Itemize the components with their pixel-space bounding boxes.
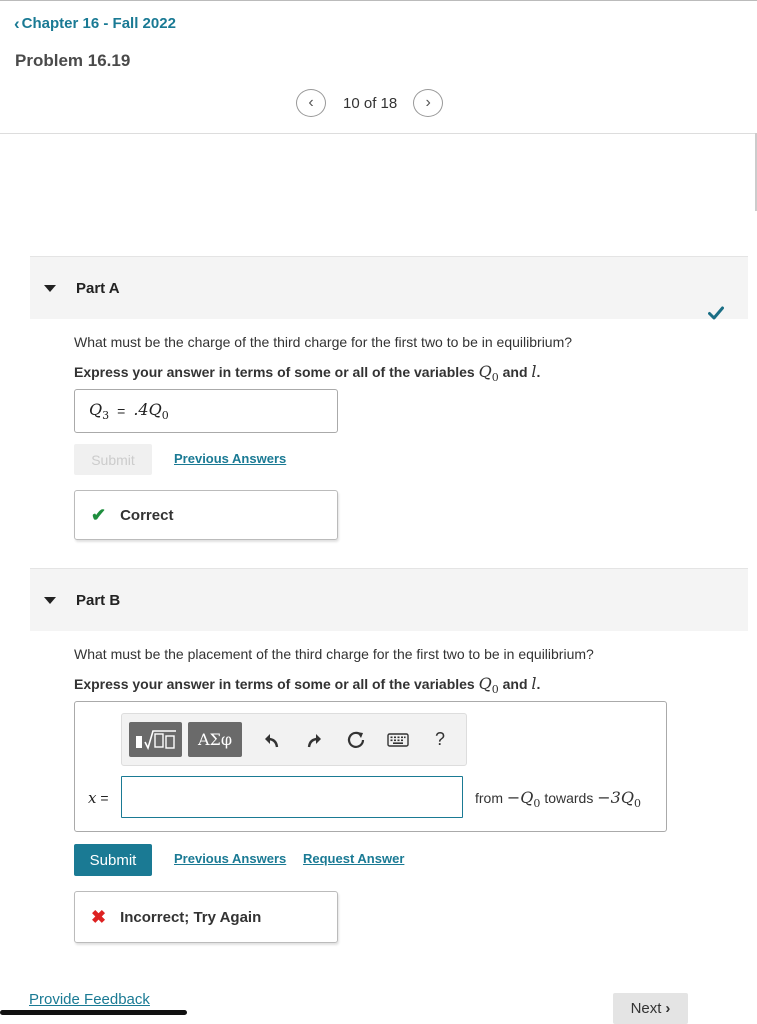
part-a-question: What must be the charge of the third charge for the first two to be in equilibrium? [74, 334, 573, 350]
problem-title: Problem 16.19 [15, 51, 131, 70]
back-link-label: Chapter 16 - Fall 2022 [21, 15, 176, 32]
collapse-triangle-icon [44, 597, 56, 604]
variable-l: l [531, 674, 537, 693]
chevron-left-icon: ‹ [14, 14, 20, 33]
feedback-text: Incorrect; Try Again [120, 908, 262, 926]
instruction-and: and [502, 364, 528, 380]
help-button[interactable]: ? [434, 729, 445, 749]
part-b-feedback [74, 891, 338, 943]
greek-symbols-button[interactable]: ΑΣφ [188, 722, 242, 757]
previous-item-button[interactable] [296, 89, 326, 117]
next-label: Next [630, 1000, 662, 1017]
part-a-previous-answers-link[interactable]: Previous Answers [174, 451, 287, 466]
part-a-header[interactable] [30, 256, 748, 319]
part-b-label: Part B [76, 591, 121, 609]
variable-q0: $Q_0$ [478, 674, 499, 697]
instruction-period: . [536, 676, 541, 692]
checkmark-icon: ✔ [91, 504, 107, 525]
part-b-answer-input[interactable] [121, 776, 463, 818]
instruction-text: Express your answer in terms of some or all of the variables [74, 364, 475, 380]
fraction-sqrt-templates-icon[interactable] [129, 722, 182, 757]
top-border [0, 0, 757, 1]
variable-q0: $Q_0$ [478, 362, 499, 385]
pager [296, 89, 443, 117]
home-indicator [0, 1010, 187, 1015]
chevron-right-icon: › [665, 1000, 671, 1017]
checkmark-icon [708, 306, 724, 320]
keyboard-icon[interactable] [380, 722, 416, 758]
answer-value: $.4Q_0$ [133, 399, 169, 423]
math-toolbar [121, 713, 467, 766]
input-label: x = [88, 789, 109, 807]
next-item-button[interactable] [413, 89, 443, 117]
provide-feedback-link[interactable]: Provide Feedback [29, 991, 150, 1008]
answer-equals: = [117, 403, 126, 419]
part-b-header[interactable] [30, 568, 748, 631]
part-b-math-editor [74, 701, 667, 832]
instruction-text: Express your answer in terms of some or all of the variables [74, 676, 475, 692]
part-a-answer-field[interactable] [74, 389, 338, 433]
next-button[interactable] [613, 993, 688, 1024]
instruction-and: and [502, 676, 528, 692]
part-a-instruction [74, 362, 540, 384]
variable-l: l [531, 362, 537, 381]
request-answer-link[interactable]: Request Answer [303, 851, 405, 866]
part-b-question: What must be the placement of the third charge for the first two to be in equilibrium? [74, 646, 594, 662]
chevron-right-icon: › [425, 94, 431, 111]
feedback-text: Correct [120, 506, 174, 524]
part-b-previous-answers-link[interactable]: Previous Answers [174, 851, 287, 866]
redo-icon[interactable] [296, 722, 332, 758]
units-from-towards: from $-Q_0$ towards $-3Q_0$ [475, 788, 641, 811]
x-icon: ✖ [91, 906, 107, 927]
reset-icon[interactable] [338, 722, 374, 758]
part-b-submit-button[interactable]: Submit [74, 844, 152, 876]
answer-lhs: $Q_3$ [89, 399, 110, 423]
undo-icon[interactable] [254, 722, 290, 758]
part-a-feedback [74, 490, 338, 540]
back-to-chapter-link[interactable] [14, 15, 176, 32]
chevron-left-icon: ‹ [308, 94, 314, 111]
instruction-period: . [536, 364, 541, 380]
part-a-submit-button: Submit [74, 444, 152, 475]
header-divider [0, 133, 757, 134]
part-b-instruction [74, 674, 540, 696]
pager-count: 10 of 18 [343, 94, 398, 112]
part-a-label: Part A [76, 279, 120, 297]
collapse-triangle-icon [44, 285, 56, 292]
